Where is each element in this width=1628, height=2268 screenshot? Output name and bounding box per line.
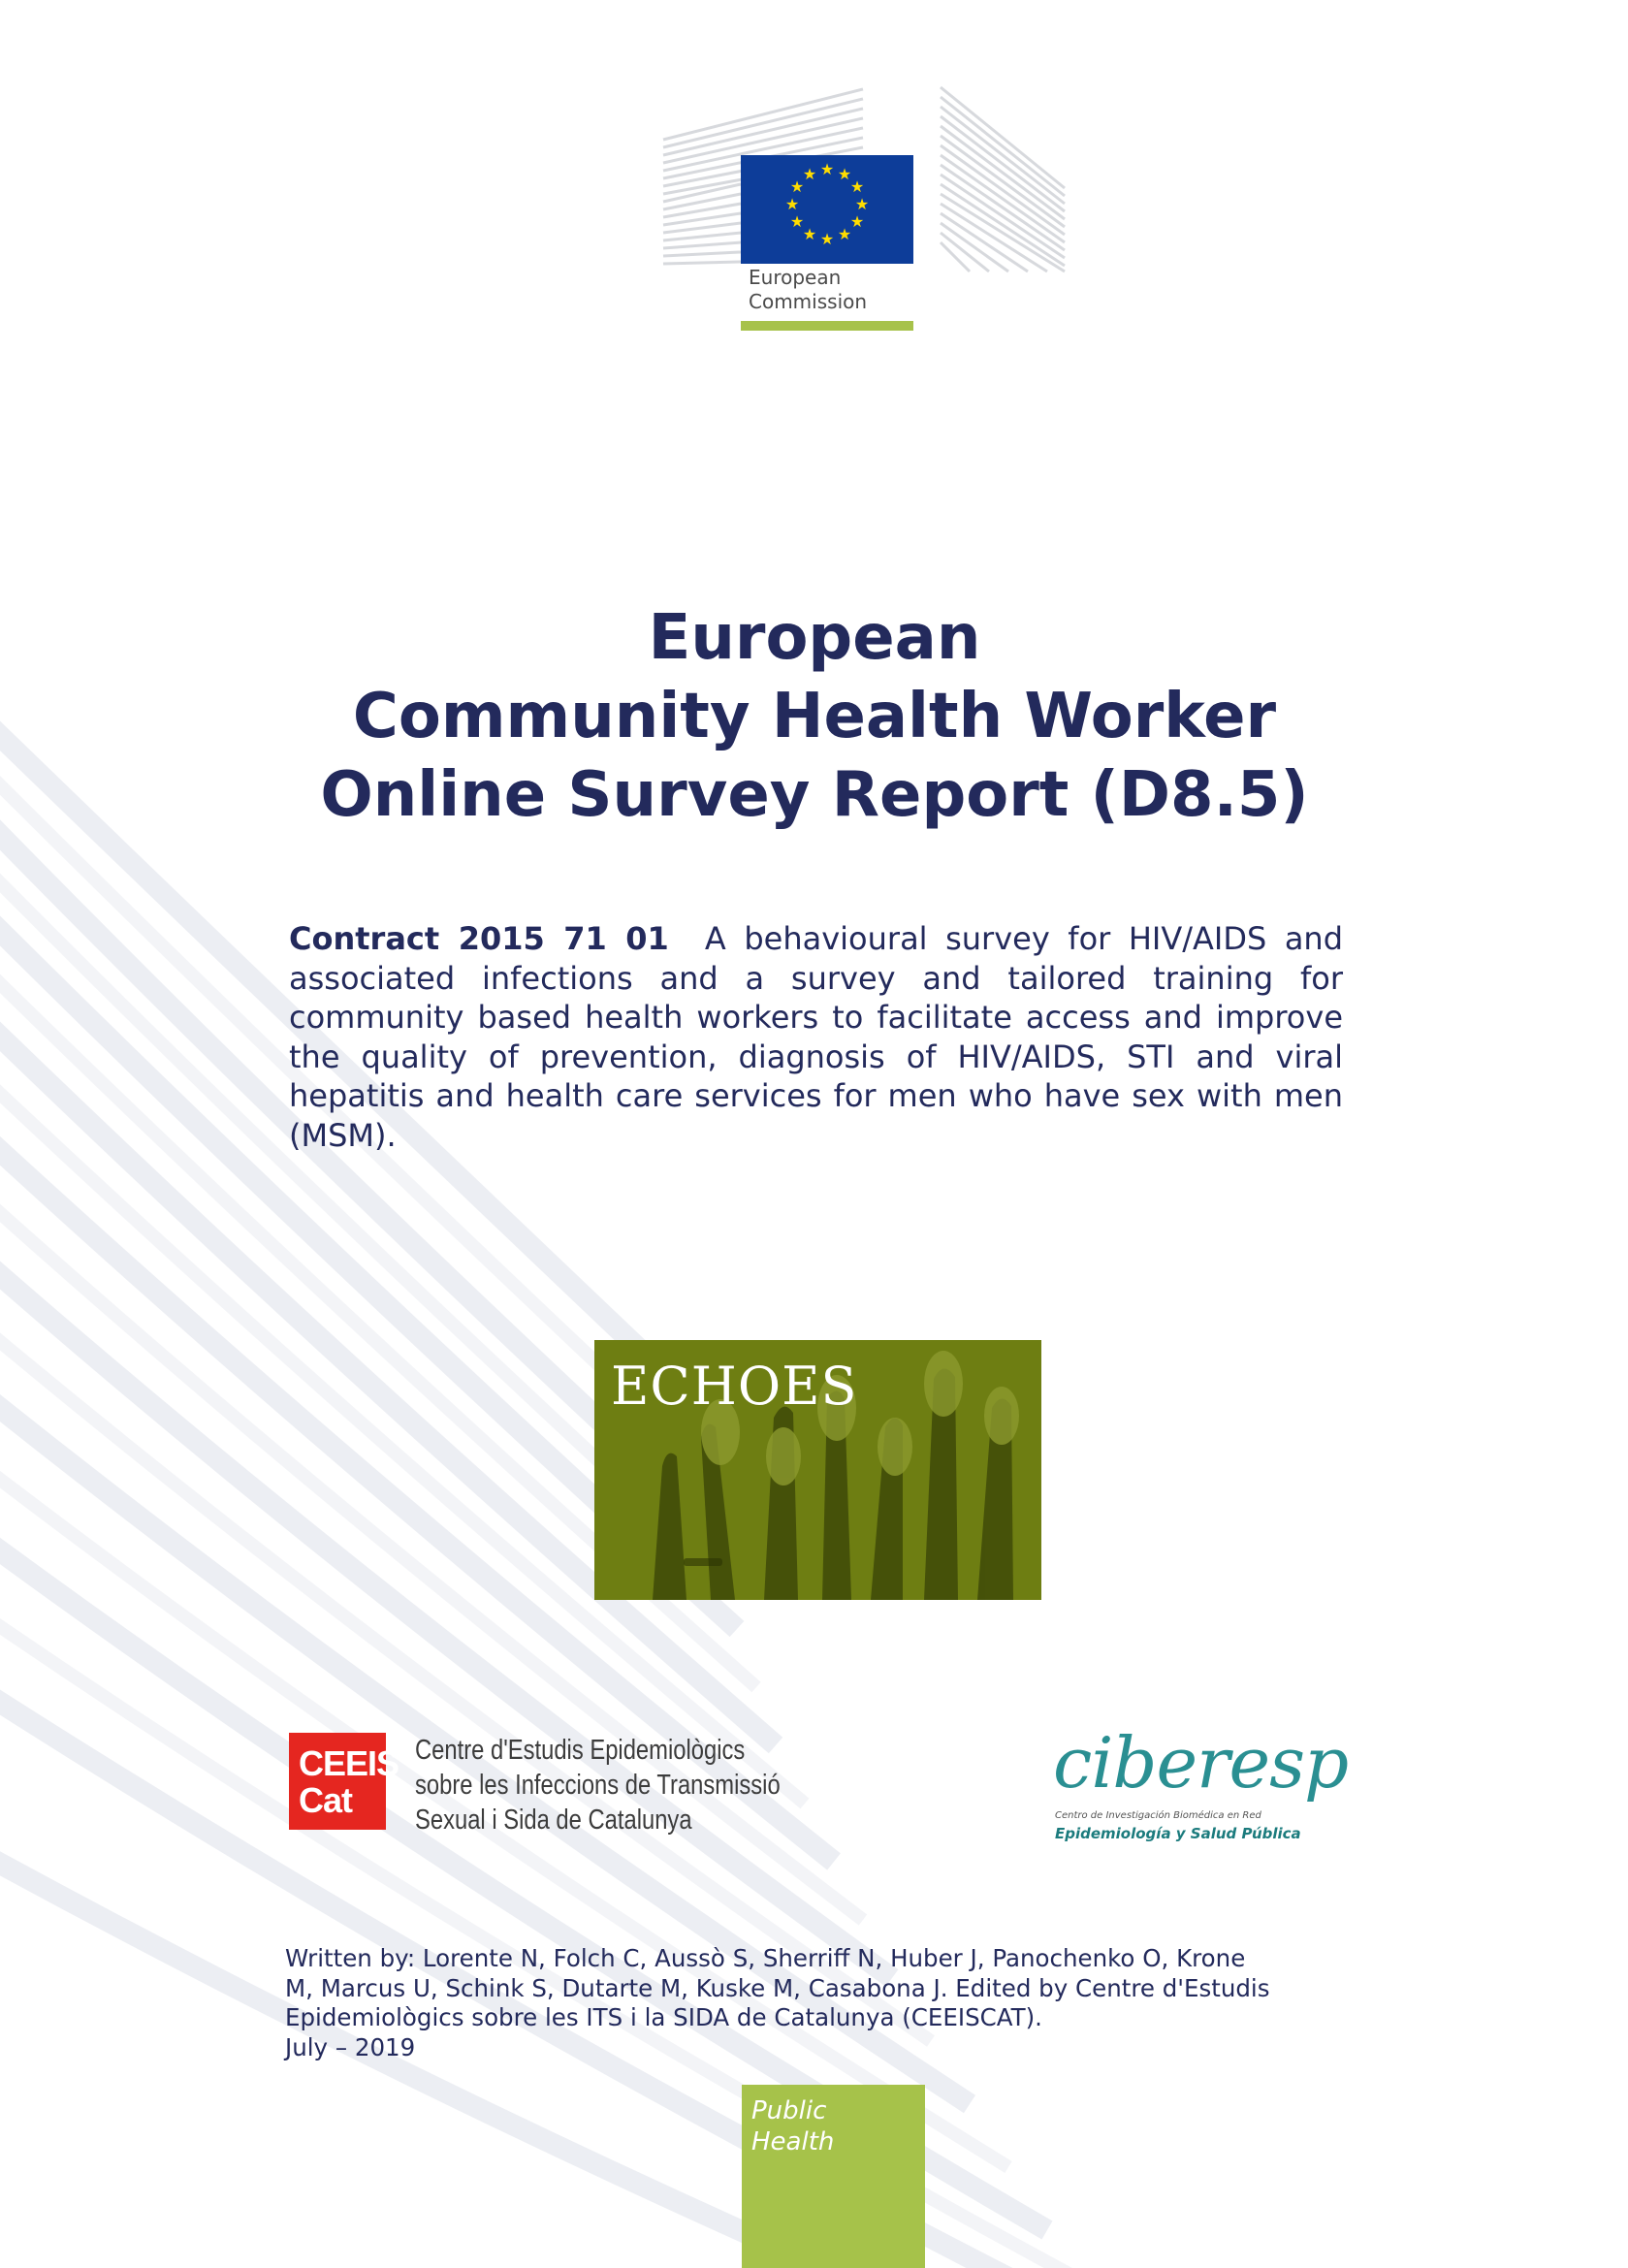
ceeiscat-logo-line2: Cat <box>299 1780 353 1820</box>
eu-stars-icon <box>741 155 913 264</box>
echoes-project-image <box>594 1340 1041 1600</box>
publication-date: July – 2019 <box>285 2032 416 2061</box>
contract-description <box>289 919 1343 1155</box>
svg-text:★: ★ <box>789 177 805 196</box>
svg-text:★: ★ <box>837 225 852 243</box>
public-health-badge <box>742 2085 925 2268</box>
ceeiscat-name-line2: sobre les Infeccions de Transmissió <box>415 1770 781 1801</box>
svg-text:★: ★ <box>789 212 805 231</box>
svg-text:★: ★ <box>837 165 852 183</box>
ceeiscat-logo-line1: CEEIS <box>299 1743 399 1783</box>
svg-text:★: ★ <box>849 212 865 231</box>
eu-flag <box>741 155 913 264</box>
svg-text:★: ★ <box>784 195 800 213</box>
ciberesp-logo <box>1053 1720 1349 1846</box>
echoes-label: ECHOES <box>611 1356 858 1417</box>
ec-logo-line2: Commission <box>749 290 868 313</box>
svg-text:★: ★ <box>849 177 865 196</box>
svg-text:★: ★ <box>802 225 817 243</box>
svg-text:★: ★ <box>819 160 835 178</box>
ceeiscat-full-name <box>415 1733 781 1837</box>
european-commission-logo <box>659 81 1067 334</box>
svg-text:★: ★ <box>854 195 870 213</box>
badge-line2: Health <box>751 2127 835 2156</box>
title-line3: Online Survey Report (D8.5) <box>320 759 1309 831</box>
title-line2: Community Health Worker <box>352 681 1277 752</box>
ceeiscat-logo <box>289 1733 399 1830</box>
authors-block <box>285 1944 1352 2062</box>
ec-logo-green-bar <box>741 321 913 331</box>
contract-number: Contract 2015 71 01 <box>289 920 669 957</box>
ec-logo-line1: European <box>749 266 842 289</box>
authors-line1: Written by: Lorente N, Folch C, Aussò S, Sherriff N, Huber J, Panochenko O, Krone <box>285 1944 1246 1972</box>
authors-line2: M, Marcus U, Schink S, Dutarte M, Kuske M, Casabona J. Edited by Centre d'Estudis <box>285 1973 1270 2002</box>
svg-text:★: ★ <box>819 230 835 248</box>
ciberesp-wordmark: ciberesp <box>1053 1722 1349 1804</box>
svg-text:★: ★ <box>802 165 817 183</box>
badge-line1: Public <box>751 2096 827 2125</box>
ec-logo-text <box>749 266 867 314</box>
ceeiscat-name-line3: Sexual i Sida de Catalunya <box>415 1805 692 1836</box>
title-line1: European <box>648 602 981 674</box>
contract-summary: A behavioural survey for HIV/AIDS and associated infections and a survey and tailored training for community based health workers to facilitate access and improve the quality of prevention, diagnosis of HIV/AIDS, STI and viral hepatitis and health care services for men who have sex with men (MSM). <box>289 920 1344 1154</box>
ceeiscat-name-line1: Centre d'Estudis Epidemiològics <box>415 1735 746 1766</box>
ciberesp-subtitle: Centro de Investigación Biomédica en Red <box>1055 1810 1261 1821</box>
authors-line3: Epidemiològics sobre les ITS i la SIDA de Catalunya (CEEISCAT). <box>285 2003 1042 2031</box>
report-title <box>242 599 1387 835</box>
ciberesp-tagline: Epidemiología y Salud Pública <box>1055 1825 1301 1842</box>
